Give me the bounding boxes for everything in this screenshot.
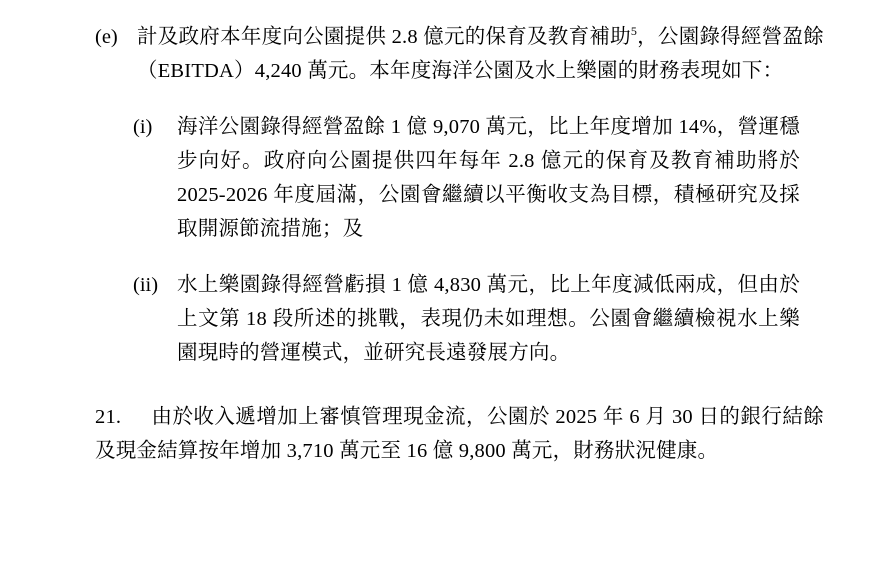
paragraph-i bbox=[95, 110, 826, 246]
paragraph-i-marker: (i) bbox=[133, 116, 153, 138]
paragraph-e bbox=[95, 20, 826, 88]
paragraph-21-marker: 21. bbox=[95, 406, 122, 428]
paragraph-i-text: 海洋公園錄得經營盈餘 1 億 9,070 萬元，比上年度增加 14%，營運穩步向好。政府向公園提供四年每年 2.8 億元的保育及教育補助將於 2025-2026 年度屆滿，公園會繼續以平衡收支為目標，積極研究及採取開源節流措施；及 bbox=[177, 116, 800, 240]
paragraph-e-text-post: ，公園錄得經營盈餘（EBITDA）4,240 萬元。本年度海洋公園及水上樂園的財務表現如下： bbox=[137, 26, 824, 82]
paragraph-21-text bbox=[95, 400, 826, 468]
paragraph-21-body: 由於收入遞增加上審慎管理現金流，公園於 2025 年 6 月 30 日的銀行結餘及現金結算按年增加 3,710 萬元至 16 億 9,800 萬元，財務狀況健康。 bbox=[95, 406, 824, 462]
paragraph-ii-marker: (ii) bbox=[133, 274, 159, 296]
footnote-ref-5: 5 bbox=[630, 24, 638, 39]
paragraph-21 bbox=[95, 400, 826, 468]
paragraph-e-marker: (e) bbox=[95, 26, 118, 48]
paragraph-ii-text: 水上樂園錄得經營虧損 1 億 4,830 萬元，比上年度減低兩成，但由於上文第 18 段所述的挑戰，表現仍未如理想。公園會繼續檢視水上樂園現時的營運模式，並研究長遠發展方向。 bbox=[177, 274, 800, 364]
paragraph-ii bbox=[95, 268, 826, 370]
paragraph-e-text-pre: 計及政府本年度向公園提供 2.8 億元的保育及教育補助 bbox=[137, 26, 631, 48]
paragraph-e-text bbox=[137, 20, 826, 88]
